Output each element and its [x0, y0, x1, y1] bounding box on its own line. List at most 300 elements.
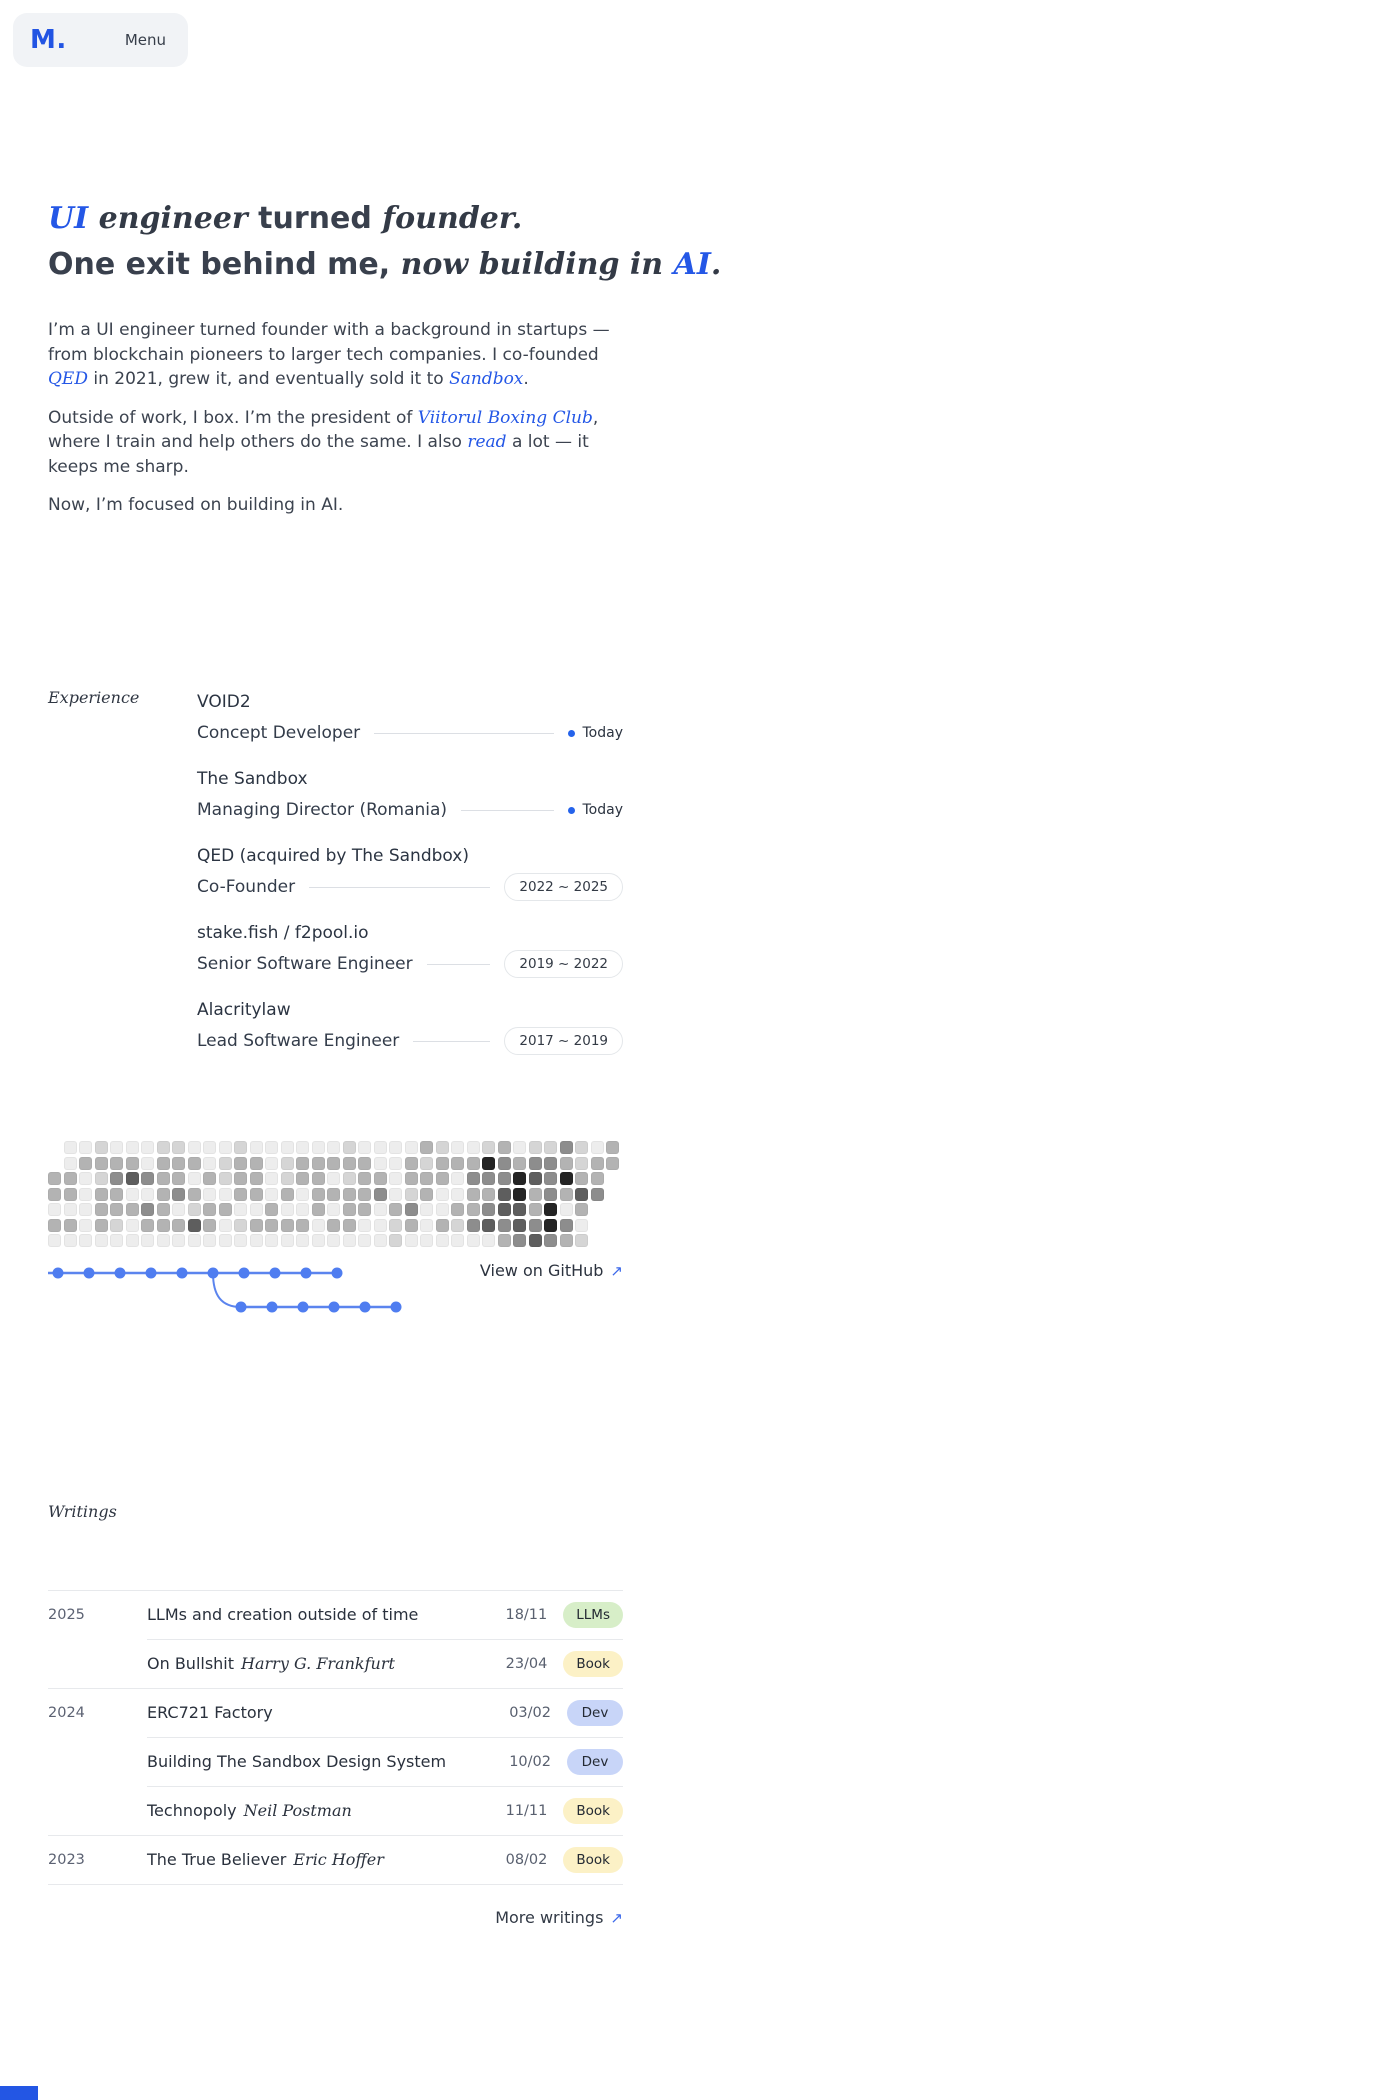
heatmap-cell [374, 1234, 387, 1247]
heatmap-cell [436, 1141, 449, 1154]
commit-dot [115, 1268, 126, 1279]
heatmap-cell [64, 1219, 77, 1232]
heatmap-cell [296, 1141, 309, 1154]
heatmap-cell [498, 1188, 511, 1201]
writing-date: 03/02 [509, 1704, 551, 1721]
hero-one-exit: One exit behind me, [48, 247, 401, 282]
heatmap-cell [374, 1141, 387, 1154]
heatmap-row-5 [48, 1219, 623, 1235]
heatmap-cell [188, 1141, 201, 1154]
heatmap-cell [606, 1141, 619, 1154]
heatmap-cell [281, 1219, 294, 1232]
writing-row[interactable] [48, 1688, 623, 1737]
timeline-connector [374, 733, 553, 734]
heatmap-cell [48, 1234, 61, 1247]
heatmap-cell [110, 1157, 123, 1170]
heatmap-cell [327, 1188, 340, 1201]
heatmap-cell [265, 1157, 278, 1170]
date-range-pill: 2019 ~ 2022 [504, 950, 623, 978]
heatmap-cell [281, 1172, 294, 1185]
heatmap-cell [203, 1219, 216, 1232]
heatmap-empty-cell [606, 1234, 619, 1247]
heatmap-cell [451, 1172, 464, 1185]
heatmap-cell [575, 1141, 588, 1154]
heatmap-cell [312, 1157, 325, 1170]
experience-role: Concept Developer [197, 723, 361, 743]
heatmap-cell [265, 1172, 278, 1185]
experience-role: Co-Founder [197, 877, 296, 897]
heatmap-cell [544, 1188, 557, 1201]
writing-title-wrap [147, 1605, 505, 1624]
heatmap-cell [405, 1141, 418, 1154]
writings-label: Writings [48, 1502, 117, 1521]
experience-company: The Sandbox [197, 769, 308, 789]
heatmap-cell [110, 1234, 123, 1247]
writing-tag-badge: Book [563, 1651, 623, 1677]
commit-dot [177, 1268, 188, 1279]
heatmap-cell [281, 1157, 294, 1170]
heatmap-cell [141, 1157, 154, 1170]
heatmap-cell [544, 1172, 557, 1185]
boxing-club-link[interactable]: Viitorul Boxing Club [417, 407, 593, 428]
heatmap-cell [482, 1141, 495, 1154]
heatmap-cell [575, 1234, 588, 1247]
heatmap-cell [591, 1157, 604, 1170]
hero-line-1 [48, 201, 522, 236]
heatmap-cell [389, 1203, 402, 1216]
view-on-github-link[interactable] [480, 1261, 623, 1280]
heatmap-cell [312, 1203, 325, 1216]
heatmap-cell [498, 1172, 511, 1185]
heatmap-cell [95, 1234, 108, 1247]
heatmap-cell [513, 1188, 526, 1201]
heatmap-cell [374, 1203, 387, 1216]
heatmap-cell [606, 1157, 619, 1170]
heatmap-cell [172, 1141, 185, 1154]
heatmap-cell [591, 1172, 604, 1185]
heatmap-cell [219, 1157, 232, 1170]
heatmap-cell [203, 1141, 216, 1154]
heatmap-cell [64, 1172, 77, 1185]
writing-title[interactable]: ERC721 Factory [147, 1703, 273, 1722]
heatmap-empty-cell [606, 1219, 619, 1232]
hero-heading [48, 196, 748, 288]
heatmap-cell [467, 1157, 480, 1170]
branch-curve [213, 1273, 241, 1307]
heatmap-cell [188, 1172, 201, 1185]
heatmap-cell [529, 1172, 542, 1185]
bio-text: a lot — it keeps me sharp. [48, 432, 589, 477]
heatmap-cell [529, 1234, 542, 1247]
experience-entry [197, 767, 623, 823]
heatmap-cell [64, 1188, 77, 1201]
experience-role-row [197, 951, 623, 977]
experience-company: VOID2 [197, 692, 251, 712]
writing-author: Eric Hoffer [293, 1850, 384, 1869]
commit-dot [360, 1302, 371, 1313]
heatmap-cell [48, 1172, 61, 1185]
heatmap-cell [343, 1172, 356, 1185]
heatmap-cell [389, 1219, 402, 1232]
footer-edge [0, 2086, 38, 2100]
experience-company: QED (acquired by The Sandbox) [197, 846, 469, 866]
heatmap-cell [498, 1219, 511, 1232]
commit-dot [146, 1268, 157, 1279]
heatmap-cell [219, 1141, 232, 1154]
heatmap-cell [482, 1172, 495, 1185]
writing-row[interactable] [48, 1590, 623, 1639]
heatmap-cell [358, 1172, 371, 1185]
timeline-connector [413, 1041, 490, 1042]
sandbox-link[interactable]: Sandbox [449, 369, 524, 389]
heatmap-cell [79, 1234, 92, 1247]
heatmap-cell [110, 1219, 123, 1232]
heatmap-cell [560, 1141, 573, 1154]
today-dot-icon [568, 807, 575, 814]
heatmap-cell [79, 1172, 92, 1185]
heatmap-cell [234, 1157, 247, 1170]
heatmap-row-1 [48, 1157, 623, 1173]
heatmap-cell [64, 1157, 77, 1170]
writing-date: 18/11 [505, 1606, 548, 1623]
heatmap-cell [544, 1219, 557, 1232]
heatmap-cell [157, 1157, 170, 1170]
heatmap-empty-cell [48, 1157, 61, 1170]
writing-row[interactable] [48, 1639, 623, 1688]
timeline-connector [461, 810, 553, 811]
heatmap-cell [343, 1219, 356, 1232]
heatmap-cell [265, 1234, 278, 1247]
more-writings-label: More writings [495, 1908, 604, 1927]
logo[interactable]: M. [30, 25, 67, 55]
heatmap-cell [343, 1188, 356, 1201]
bio-text: Outside of work, I box. I’m the president of [48, 407, 418, 428]
heatmap-cell [110, 1203, 123, 1216]
heatmap-cell [141, 1234, 154, 1247]
heatmap-cell [296, 1157, 309, 1170]
heatmap-cell [513, 1172, 526, 1185]
commit-dot [298, 1302, 309, 1313]
heatmap-cell [296, 1172, 309, 1185]
row-divider [48, 1688, 623, 1689]
heatmap-cell [374, 1219, 387, 1232]
writing-title-wrap [147, 1850, 506, 1869]
heatmap-cell [420, 1234, 433, 1247]
heatmap-cell [95, 1188, 108, 1201]
commit-dot [270, 1268, 281, 1279]
heatmap-cell [141, 1188, 154, 1201]
heatmap-cell [64, 1203, 77, 1216]
heatmap-cell [513, 1219, 526, 1232]
heatmap-cell [219, 1188, 232, 1201]
heatmap-cell [203, 1234, 216, 1247]
heatmap-cell [188, 1157, 201, 1170]
heatmap-cell [451, 1157, 464, 1170]
experience-role-row [197, 874, 623, 900]
heatmap-cell [498, 1234, 511, 1247]
read-link[interactable]: read [467, 432, 507, 452]
commit-dot [53, 1268, 64, 1279]
writing-title[interactable]: Technopoly [147, 1801, 237, 1820]
heatmap-cell [343, 1141, 356, 1154]
heatmap-cell [358, 1141, 371, 1154]
experience-role-row [197, 797, 623, 823]
heatmap-cell [141, 1141, 154, 1154]
heatmap-cell [451, 1188, 464, 1201]
heatmap-cell [575, 1188, 588, 1201]
writing-row[interactable] [48, 1835, 623, 1884]
row-divider [48, 1590, 623, 1591]
experience-entry [197, 921, 623, 977]
heatmap-cell [188, 1219, 201, 1232]
heatmap-cell [296, 1203, 309, 1216]
heatmap-cell [467, 1203, 480, 1216]
heatmap-cell [312, 1219, 325, 1232]
heatmap-cell [420, 1157, 433, 1170]
heatmap-cell [48, 1203, 61, 1216]
heatmap-cell [358, 1188, 371, 1201]
heatmap-cell [203, 1172, 216, 1185]
heatmap-cell [575, 1157, 588, 1170]
heatmap-cell [126, 1234, 139, 1247]
heatmap-cell [358, 1234, 371, 1247]
heatmap-cell [560, 1172, 573, 1185]
heatmap-cell [513, 1203, 526, 1216]
heatmap-cell [529, 1203, 542, 1216]
experience-entry [197, 844, 623, 900]
heatmap-cell [157, 1172, 170, 1185]
experience-company: Alacritylaw [197, 1000, 291, 1020]
bio-paragraph-2 [48, 406, 633, 480]
hero-founder: founder. [382, 201, 523, 236]
heatmap-cell [234, 1234, 247, 1247]
writing-author: Harry G. Frankfurt [241, 1654, 395, 1673]
heatmap-cell [296, 1219, 309, 1232]
heatmap-cell [420, 1219, 433, 1232]
timeline-today [568, 802, 624, 818]
heatmap-cell [250, 1141, 263, 1154]
heatmap-cell [436, 1157, 449, 1170]
writing-tag-badge: Book [563, 1798, 623, 1824]
heatmap-cell [172, 1203, 185, 1216]
bio-text: in 2021, grew it, and eventually sold it to [87, 369, 450, 389]
timeline-connector [427, 964, 491, 965]
heatmap-cell [529, 1157, 542, 1170]
heatmap-cell [405, 1172, 418, 1185]
today-label: Today [582, 725, 623, 741]
commit-dot [391, 1302, 402, 1313]
heatmap-cell [513, 1234, 526, 1247]
writing-date: 10/02 [509, 1753, 551, 1770]
today-dot-icon [568, 730, 575, 737]
writing-tag-badge: Dev [567, 1700, 623, 1726]
commit-dot [267, 1302, 278, 1313]
writing-title[interactable]: Building The Sandbox Design System [147, 1752, 447, 1771]
heatmap-cell [172, 1219, 185, 1232]
commit-dot [329, 1302, 340, 1313]
heatmap-cell [95, 1172, 108, 1185]
today-label: Today [582, 802, 623, 818]
heatmap-empty-cell [606, 1203, 619, 1216]
more-writings-link[interactable] [48, 1908, 623, 1927]
heatmap-cell [64, 1141, 77, 1154]
row-divider [147, 1639, 623, 1640]
heatmap-cell [498, 1157, 511, 1170]
heatmap-cell [591, 1141, 604, 1154]
heatmap-cell [126, 1203, 139, 1216]
heatmap-cell [95, 1203, 108, 1216]
heatmap-cell [79, 1188, 92, 1201]
heatmap-cell [188, 1188, 201, 1201]
heatmap-row-3 [48, 1188, 623, 1204]
date-range-pill: 2017 ~ 2019 [504, 1027, 623, 1055]
heatmap-cell [219, 1172, 232, 1185]
heatmap-cell [250, 1188, 263, 1201]
heatmap-cell [467, 1172, 480, 1185]
heatmap-cell [126, 1141, 139, 1154]
heatmap-cell [451, 1141, 464, 1154]
heatmap-cell [281, 1203, 294, 1216]
writing-row[interactable] [48, 1786, 623, 1835]
heatmap-cell [110, 1141, 123, 1154]
heatmap-cell [327, 1157, 340, 1170]
writing-row[interactable] [48, 1737, 623, 1786]
heatmap-cell [64, 1234, 77, 1247]
github-contribution-heatmap [48, 1141, 623, 1250]
heatmap-cell [157, 1203, 170, 1216]
heatmap-cell [560, 1157, 573, 1170]
heatmap-cell [157, 1188, 170, 1201]
heatmap-cell [591, 1188, 604, 1201]
heatmap-cell [48, 1188, 61, 1201]
hero-engineer: engineer [88, 201, 248, 236]
commit-graph [48, 1253, 623, 1325]
heatmap-empty-cell [606, 1188, 619, 1201]
heatmap-cell [250, 1219, 263, 1232]
bio-paragraph-1 [48, 318, 633, 392]
writing-tag-badge: LLMs [563, 1602, 623, 1628]
heatmap-cell [498, 1203, 511, 1216]
row-divider [147, 1786, 623, 1787]
heatmap-cell [420, 1188, 433, 1201]
heatmap-cell [436, 1219, 449, 1232]
heatmap-cell [219, 1234, 232, 1247]
heatmap-cell [544, 1203, 557, 1216]
qed-link[interactable]: QED [48, 369, 88, 389]
heatmap-cell [234, 1141, 247, 1154]
heatmap-cell [529, 1188, 542, 1201]
writing-year: 2023 [48, 1851, 85, 1868]
heatmap-cell [467, 1188, 480, 1201]
writing-title[interactable]: The True Believer [147, 1850, 287, 1869]
heatmap-cell [203, 1203, 216, 1216]
experience-role-row [197, 720, 623, 746]
heatmap-cell [250, 1157, 263, 1170]
menu-button[interactable]: Menu [124, 31, 166, 49]
heatmap-cell [374, 1157, 387, 1170]
heatmap-cell [420, 1172, 433, 1185]
heatmap-cell [157, 1141, 170, 1154]
heatmap-cell [513, 1141, 526, 1154]
heatmap-cell [95, 1219, 108, 1232]
heatmap-cell [141, 1203, 154, 1216]
writing-title-wrap [147, 1654, 506, 1673]
heatmap-cell [203, 1157, 216, 1170]
experience-role: Managing Director (Romania) [197, 800, 448, 820]
heatmap-cell [234, 1219, 247, 1232]
heatmap-cell [389, 1141, 402, 1154]
heatmap-cell [482, 1219, 495, 1232]
heatmap-cell [203, 1188, 216, 1201]
writing-title[interactable]: On Bullshit [147, 1654, 235, 1673]
heatmap-cell [79, 1157, 92, 1170]
writing-title-wrap [147, 1801, 506, 1820]
heatmap-cell [281, 1141, 294, 1154]
heatmap-cell [327, 1172, 340, 1185]
heatmap-cell [420, 1141, 433, 1154]
external-arrow-icon: ↗ [610, 1908, 623, 1927]
heatmap-cell [544, 1234, 557, 1247]
heatmap-cell [327, 1203, 340, 1216]
writing-tag-badge: Dev [567, 1749, 623, 1775]
heatmap-empty-cell [591, 1234, 604, 1247]
heatmap-cell [529, 1141, 542, 1154]
heatmap-cell [250, 1172, 263, 1185]
heatmap-cell [234, 1188, 247, 1201]
heatmap-cell [343, 1234, 356, 1247]
heatmap-cell [265, 1203, 278, 1216]
heatmap-cell [389, 1234, 402, 1247]
heatmap-cell [405, 1188, 418, 1201]
writing-date: 11/11 [505, 1802, 548, 1819]
heatmap-cell [172, 1234, 185, 1247]
row-divider [48, 1835, 623, 1836]
heatmap-cell [110, 1188, 123, 1201]
heatmap-cell [312, 1234, 325, 1247]
writing-title[interactable]: LLMs and creation outside of time [147, 1605, 419, 1624]
heatmap-cell [374, 1172, 387, 1185]
heatmap-cell [575, 1172, 588, 1185]
experience-role-row [197, 1028, 623, 1054]
heatmap-cell [467, 1141, 480, 1154]
writing-date: 23/04 [505, 1655, 548, 1672]
heatmap-cell [126, 1219, 139, 1232]
heatmap-cell [451, 1203, 464, 1216]
heatmap-cell [327, 1234, 340, 1247]
heatmap-cell [172, 1172, 185, 1185]
heatmap-cell [250, 1203, 263, 1216]
hero-turned: turned [247, 201, 383, 236]
view-on-github-label: View on GitHub [479, 1261, 604, 1280]
heatmap-cell [296, 1188, 309, 1201]
heatmap-cell [405, 1234, 418, 1247]
heatmap-cell [95, 1141, 108, 1154]
writing-tag-badge: Book [563, 1847, 623, 1873]
writings-table [48, 1590, 623, 1885]
heatmap-cell [513, 1157, 526, 1170]
commit-dot [301, 1268, 312, 1279]
heatmap-cell [126, 1157, 139, 1170]
experience-role: Senior Software Engineer [197, 954, 413, 974]
heatmap-cell [482, 1188, 495, 1201]
heatmap-cell [296, 1234, 309, 1247]
commit-dot [84, 1268, 95, 1279]
heatmap-cell [188, 1234, 201, 1247]
heatmap-cell [560, 1188, 573, 1201]
bio-text: Now, I’m focused on building in AI. [48, 495, 344, 515]
external-arrow-icon: ↗ [610, 1261, 623, 1280]
heatmap-cell [110, 1172, 123, 1185]
